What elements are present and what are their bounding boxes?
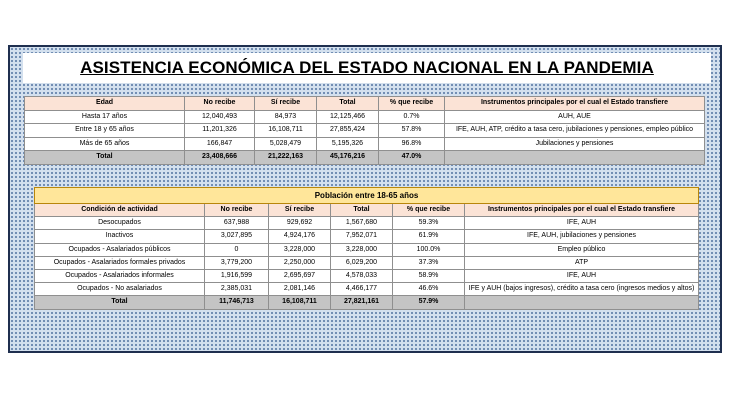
header-cell: Sí recibe [255,97,317,111]
cell: 27,855,424 [317,124,379,138]
cell: IFE, AUH [465,217,699,230]
cell: Hasta 17 años [25,110,185,124]
cell: IFE, AUH [465,270,699,283]
report-frame [8,45,722,353]
cell: 3,779,200 [205,256,269,269]
cell: 45,176,216 [317,151,379,165]
table-header-row [25,97,705,111]
header-cell: No recibe [185,97,255,111]
cell: IFE y AUH (bajos ingresos), crédito a tasa cero (ingresos medios y altos) [465,283,699,296]
cell: 12,040,493 [185,110,255,124]
cell: Entre 18 y 65 años [25,124,185,138]
cell: 4,466,177 [331,283,393,296]
cell: Empleo público [465,243,699,256]
cell: 27,821,161 [331,296,393,309]
cell: 637,988 [205,217,269,230]
table-row [35,256,699,269]
cell: ATP [465,256,699,269]
cell: 84,973 [255,110,317,124]
cell: 47.0% [379,151,445,165]
page-title: ASISTENCIA ECONÓMICA DEL ESTADO NACIONAL EN LA PANDEMIA [80,58,654,77]
cell: 16,108,711 [269,296,331,309]
total-row [35,296,699,309]
header-cell: Total [317,97,379,111]
cell: 2,385,031 [205,283,269,296]
cell: 57.9% [393,296,465,309]
cell: 3,228,000 [269,243,331,256]
cell: 7,952,071 [331,230,393,243]
cell: Total [35,296,205,309]
cell: 58.9% [393,270,465,283]
total-row [25,151,705,165]
cell: Más de 65 años [25,137,185,151]
cell: 59.3% [393,217,465,230]
table-row [35,270,699,283]
cell: 100.0% [393,243,465,256]
header-cell: Sí recibe [269,204,331,217]
cell: 5,195,326 [317,137,379,151]
header-cell: % que recibe [393,204,465,217]
cell: 61.9% [393,230,465,243]
cell: Total [25,151,185,165]
activity-table [34,187,699,310]
cell: 12,125,466 [317,110,379,124]
cell: 46.6% [393,283,465,296]
cell: Ocupados - Asalariados formales privados [35,256,205,269]
cell: Jubilaciones y pensiones [445,137,705,151]
cell [465,296,699,309]
header-cell: Instrumentos principales por el cual el Estado transfiere [445,97,705,111]
table-row [25,110,705,124]
cell: 3,228,000 [331,243,393,256]
header-cell: No recibe [205,204,269,217]
cell: 2,695,697 [269,270,331,283]
cell: 23,408,666 [185,151,255,165]
cell: 4,578,033 [331,270,393,283]
cell: 0 [205,243,269,256]
cell: IFE, AUH, jubilaciones y pensiones [465,230,699,243]
cell: Ocupados - Asalariados públicos [35,243,205,256]
header-cell: % que recibe [379,97,445,111]
title-box [23,53,711,83]
cell: Ocupados - Asalariados informales [35,270,205,283]
table-caption-row [35,188,699,204]
cell: 2,081,146 [269,283,331,296]
table-caption: Población entre 18-65 años [35,188,699,204]
table-header-row [35,204,699,217]
cell: 6,029,200 [331,256,393,269]
table-row [35,217,699,230]
cell: Inactivos [35,230,205,243]
cell: 4,924,176 [269,230,331,243]
cell: 16,108,711 [255,124,317,138]
cell: 57.8% [379,124,445,138]
cell: 11,746,713 [205,296,269,309]
cell: 3,027,895 [205,230,269,243]
cell: AUH, AUE [445,110,705,124]
header-cell: Condición de actividad [35,204,205,217]
cell: 0.7% [379,110,445,124]
cell: IFE, AUH, ATP, crédito a tasa cero, jubilaciones y pensiones, empleo público [445,124,705,138]
cell: 21,222,163 [255,151,317,165]
cell: 1,567,680 [331,217,393,230]
table-row [25,124,705,138]
table-row [35,283,699,296]
cell: 96.8% [379,137,445,151]
header-cell: Instrumentos principales por el cual el Estado transfiere [465,204,699,217]
cell: Ocupados - No asalariados [35,283,205,296]
cell [445,151,705,165]
table-row [25,137,705,151]
cell: 166,847 [185,137,255,151]
cell: 5,028,479 [255,137,317,151]
header-cell: Total [331,204,393,217]
table-row [35,230,699,243]
age-table [24,96,705,165]
cell: 1,916,599 [205,270,269,283]
cell: 929,692 [269,217,331,230]
cell: 2,250,000 [269,256,331,269]
cell: Desocupados [35,217,205,230]
cell: 11,201,326 [185,124,255,138]
table-row [35,243,699,256]
cell: 37.3% [393,256,465,269]
header-cell: Edad [25,97,185,111]
